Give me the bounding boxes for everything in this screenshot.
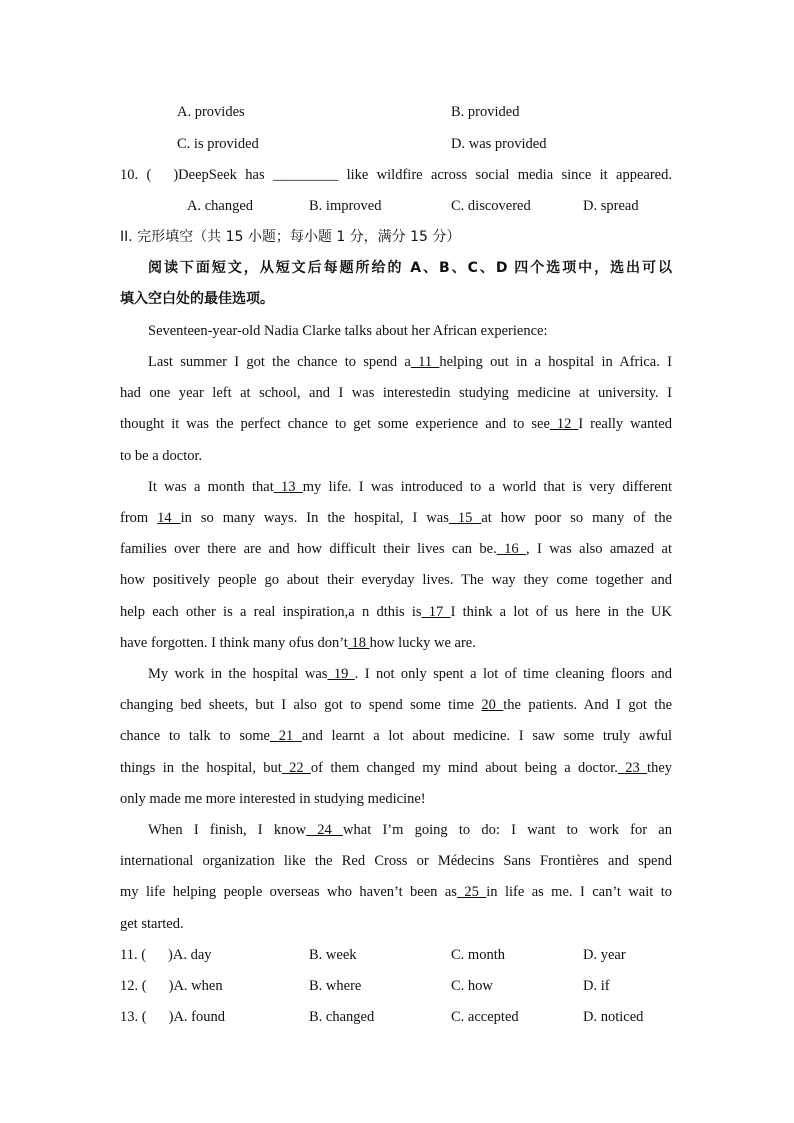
- text: from: [120, 510, 158, 526]
- option-c: C. accepted: [451, 1009, 519, 1025]
- blank-11: 11: [410, 354, 440, 370]
- text: Last summer I got the chance to spend a: [148, 354, 411, 370]
- text: how lucky we are.: [369, 635, 476, 651]
- text: , I was also amazed at: [525, 541, 672, 557]
- option-d: D. if: [583, 978, 610, 994]
- text: ): [168, 1009, 174, 1025]
- q10-option-d: D. spread: [583, 198, 639, 214]
- option-a: A. when: [173, 978, 223, 994]
- blank-24: 24: [306, 822, 344, 838]
- option-b: B. week: [309, 947, 357, 963]
- option-b: B. where: [309, 978, 362, 994]
- q10-stem: [120, 165, 672, 185]
- q10-option-c: C. discovered: [451, 198, 531, 214]
- blank-12: 12: [549, 416, 579, 432]
- passage-line: [120, 539, 672, 559]
- text: my life helping people overseas who haven’t been as: [120, 884, 457, 900]
- text: my life. I was introduced to a world that is very different: [302, 479, 672, 495]
- passage-line: had one year left at school, and I was interestedin studying medicine at university. I: [120, 385, 672, 401]
- text: I think a lot of us here in the UK: [450, 604, 672, 620]
- passage-line: [120, 726, 672, 746]
- instruction-line-2: 填入空白处的最佳选项。: [120, 291, 274, 307]
- text: I really wanted: [578, 416, 672, 432]
- section-heading: II. 完形填空（共 15 小题；每小题 1 分，满分 15 分）: [120, 229, 461, 245]
- text: . I not only spent a lot of time cleaning floors and: [354, 666, 673, 682]
- text: changing bed sheets, but I also got to spend some time: [120, 697, 482, 713]
- q10-stem-after: like wildfire across social media since it appeared.: [338, 167, 672, 183]
- blank-25: 25: [456, 884, 487, 900]
- text: help each other is a real inspiration,a n dthis is: [120, 604, 422, 620]
- q10-paren-close: ): [173, 167, 179, 183]
- passage-line: [148, 664, 672, 684]
- q9-option-b: B. provided: [451, 104, 520, 120]
- instruction-line-1: 阅读下面短文，从短文后每题所给的 A、B、C、D 四个选项中，选出可以: [148, 260, 672, 276]
- passage-line: [148, 820, 672, 840]
- question-number: [120, 945, 212, 965]
- text: they: [647, 760, 673, 776]
- blank-23: 23: [617, 760, 648, 776]
- q10-number: 10. (: [120, 167, 152, 183]
- option-a: A. found: [173, 1009, 225, 1025]
- blank-16: 16: [496, 541, 526, 557]
- text: ): [168, 978, 174, 994]
- blank-19: 19: [327, 666, 355, 682]
- passage-line: [120, 758, 672, 778]
- passage-line: to be a doctor.: [120, 448, 203, 464]
- text: 11. (: [120, 947, 147, 963]
- text: in so many ways. In the hospital, I was: [180, 510, 449, 526]
- q9-option-c: C. is provided: [177, 136, 259, 152]
- q9-option-d: D. was provided: [451, 136, 547, 152]
- text: ): [168, 947, 173, 963]
- option-c: C. month: [451, 947, 505, 963]
- text: 13. (: [120, 1009, 147, 1025]
- text: 12. (: [120, 978, 147, 994]
- blank-22: 22: [281, 760, 311, 776]
- passage-line: international organization like the Red Cross or Médecins Sans Frontières and spend: [120, 853, 672, 869]
- blank-18: 18: [347, 635, 370, 651]
- passage-line: how positively people go about their everyday lives. The way they come together and: [120, 572, 672, 588]
- passage-line: [120, 882, 672, 902]
- passage-line: [120, 414, 672, 434]
- blank-15: 15: [448, 510, 482, 526]
- option-d: D. noticed: [583, 1009, 644, 1025]
- question-number: [120, 976, 223, 996]
- text: have forgotten. I think many ofus don’t: [120, 635, 348, 651]
- q9-option-a: A. provides: [177, 104, 245, 120]
- q10-option-a: A. changed: [187, 198, 254, 214]
- q10-option-b: B. improved: [309, 198, 382, 214]
- text: and learnt a lot about medicine. I saw some truly awful: [301, 728, 673, 744]
- text: of them changed my mind about being a doctor.: [310, 760, 618, 776]
- q10-stem-before: DeepSeek has: [178, 167, 273, 183]
- option-c: C. how: [451, 978, 493, 994]
- text: It was a month that: [148, 479, 274, 495]
- text: things in the hospital, but: [120, 760, 282, 776]
- question-number: [120, 1007, 225, 1027]
- text: what I’m going to do: I want to work for an: [343, 822, 672, 838]
- blank-20: 20: [481, 697, 504, 713]
- blank-14: 14: [157, 510, 181, 526]
- option-d: D. year: [583, 947, 626, 963]
- passage-line: get started.: [120, 916, 184, 932]
- text: in life as me. I can’t wait to: [486, 884, 672, 900]
- q10-blank: _________: [272, 167, 339, 183]
- passage-line: [120, 695, 672, 715]
- text: thought it was the perfect chance to get some experience and to see: [120, 416, 550, 432]
- blank-13: 13: [273, 479, 303, 495]
- text: families over there are and how difficult their lives can be.: [120, 541, 497, 557]
- blank-17: 17: [421, 604, 451, 620]
- text: When I finish, I know: [148, 822, 307, 838]
- passage-intro: Seventeen-year-old Nadia Clarke talks about her African experience:: [148, 323, 548, 339]
- text: chance to talk to some: [120, 728, 270, 744]
- text: the patients. And I got the: [503, 697, 672, 713]
- passage-line: [148, 477, 672, 497]
- text: at how poor so many of the: [481, 510, 673, 526]
- text: helping out in a hospital in Africa. I: [439, 354, 672, 370]
- passage-line: [120, 633, 672, 653]
- passage-line: [120, 602, 672, 622]
- option-b: B. changed: [309, 1009, 375, 1025]
- text: My work in the hospital was: [148, 666, 328, 682]
- passage-line: [148, 352, 672, 372]
- passage-line: [120, 508, 672, 528]
- blank-21: 21: [269, 728, 302, 744]
- option-a: A. day: [172, 947, 212, 963]
- passage-line: only made me more interested in studying medicine!: [120, 791, 426, 807]
